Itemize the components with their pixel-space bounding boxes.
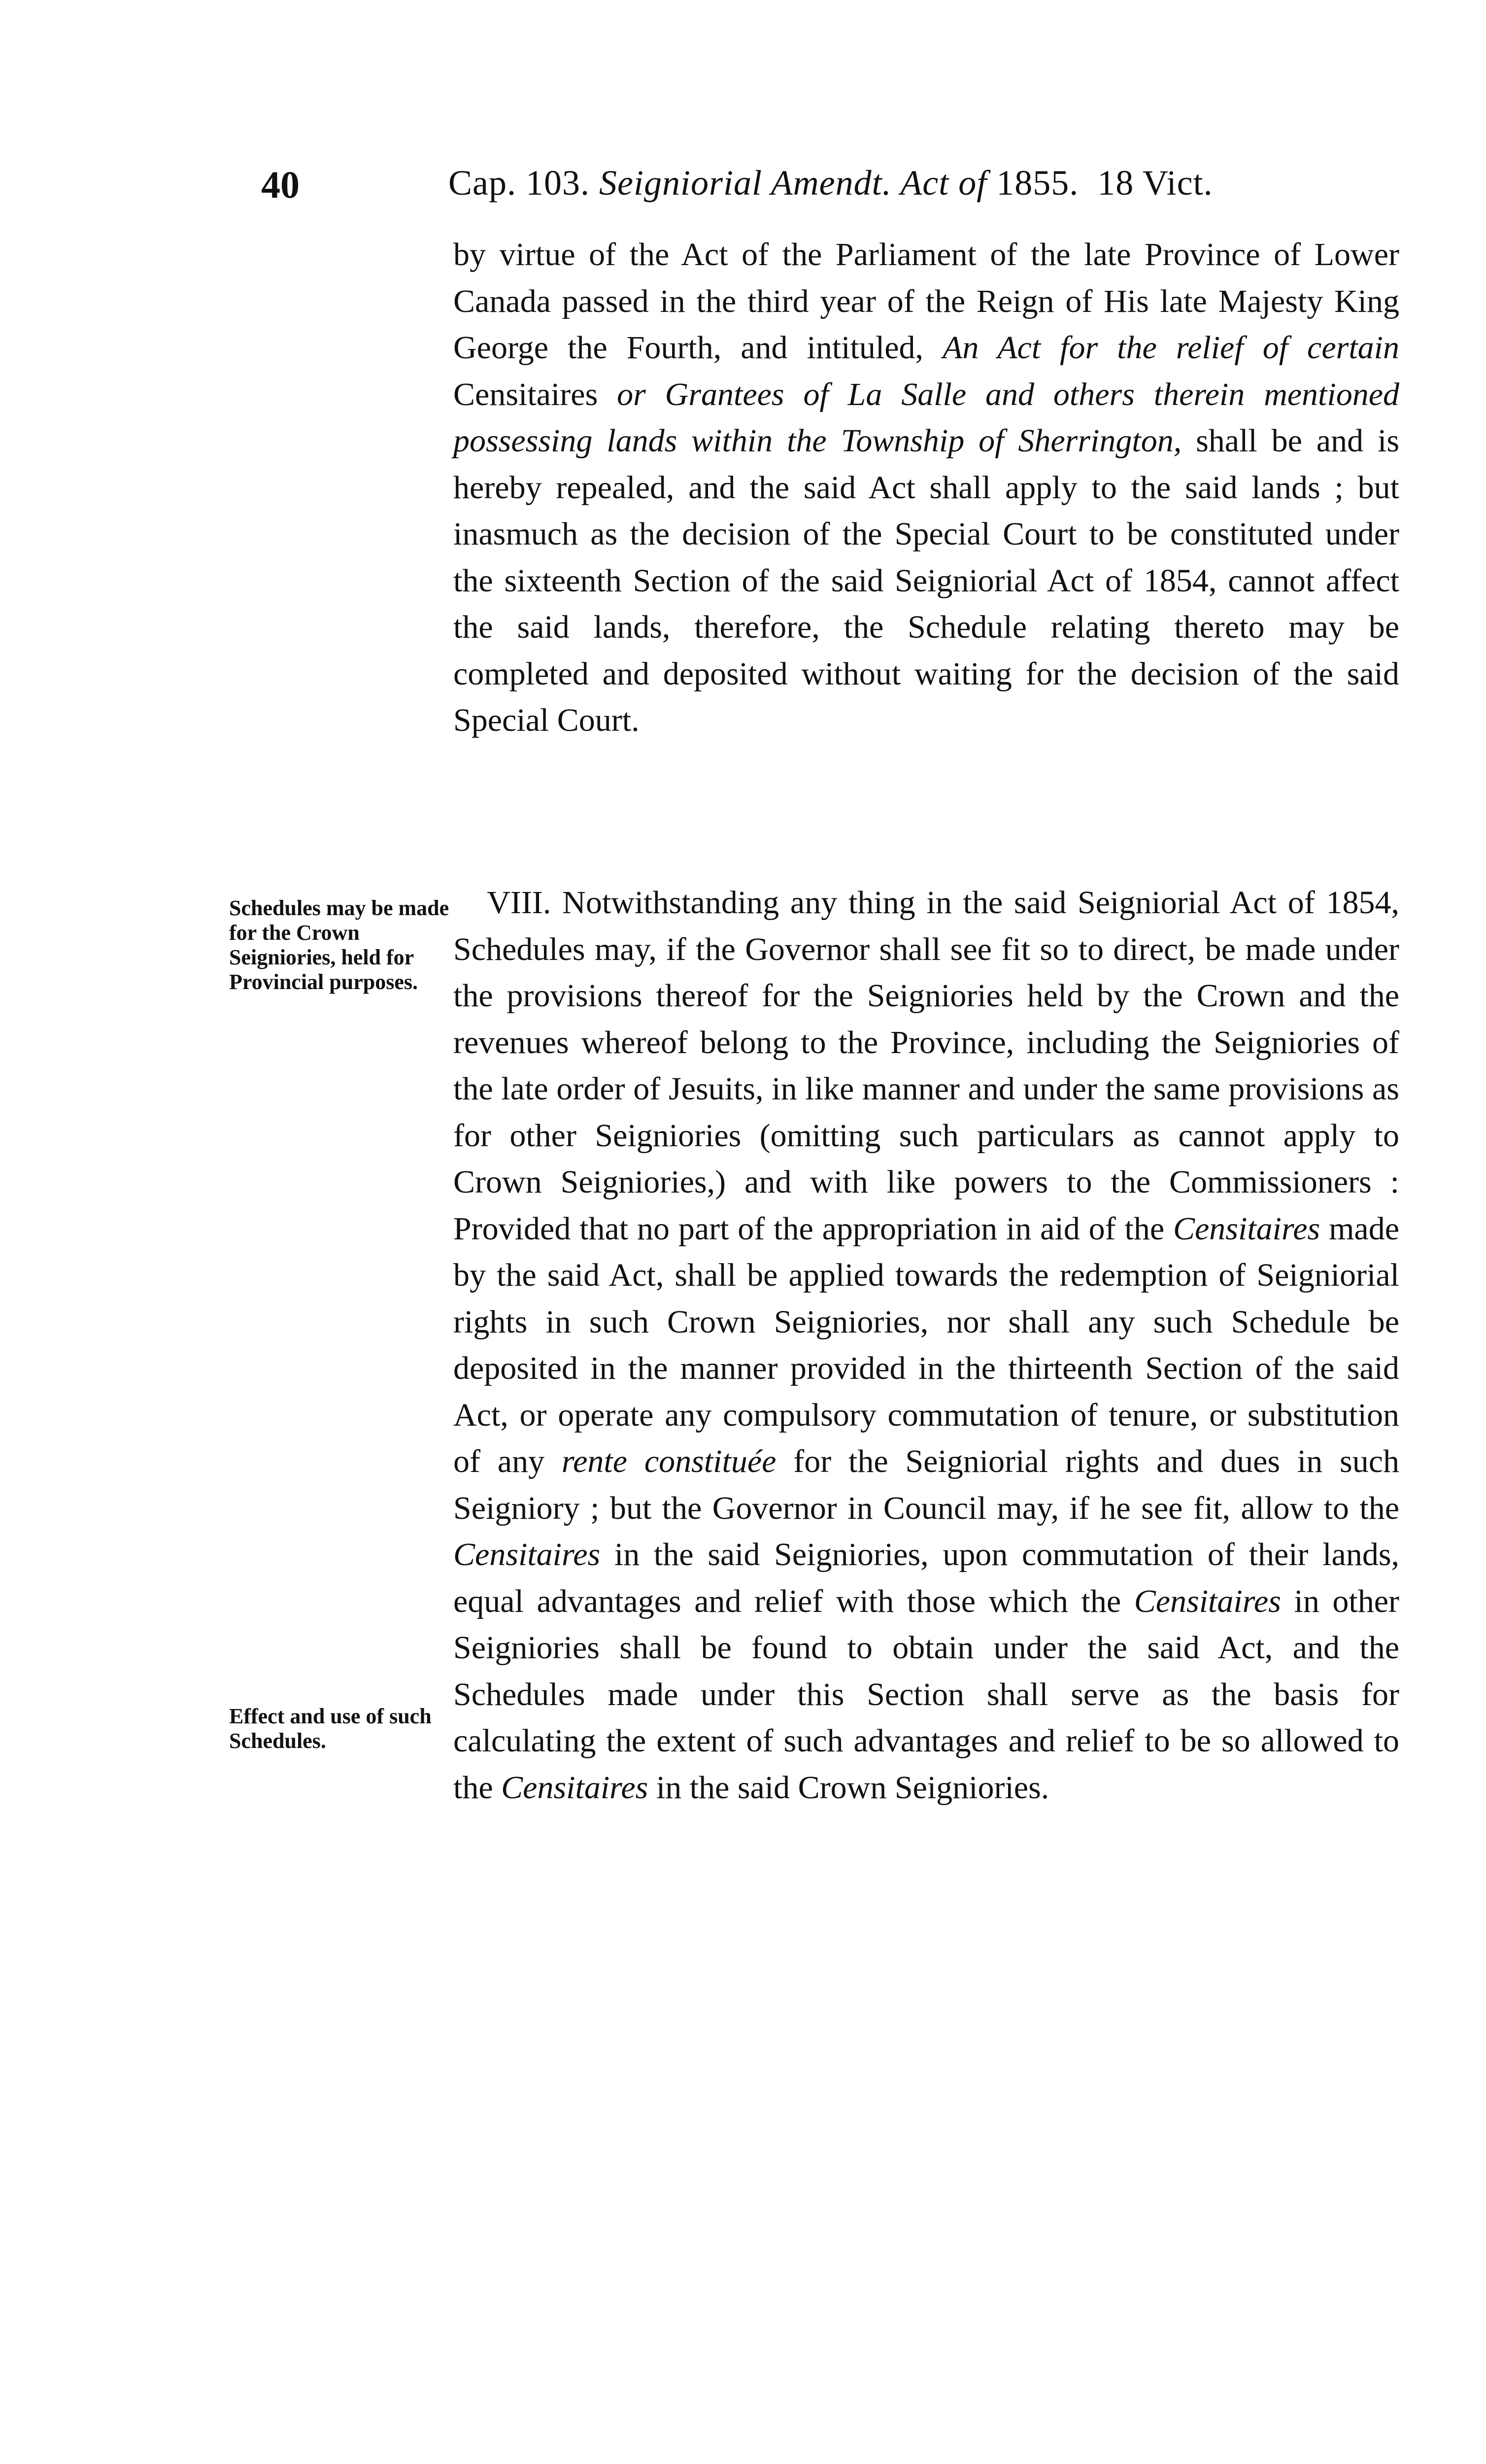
paragraph-text: made by the said Act, shall be applied towards the redemption of Seigniorial rights in such Crown Seigniories, nor shall any such Schedule be deposited in the manner provided in the thirteenth Section of the said Act, or operate any compulsory commutation of tenure, or substitution of any	[453, 1210, 1399, 1479]
italic-term: rente constituée	[561, 1443, 777, 1479]
italic-act-title: An Act for the relief of certain	[943, 330, 1400, 366]
paragraph-text: Notwithstanding any thing in the said Seigniorial Act of 1854, Schedules may, if the Governor shall see fit so to direct, be made under the provisions thereof for the Seigniories held by the Crown and the revenues whereof belong to the Province, including the Seigniories of the late order of Jesuits, in like manner and under the same provisions as for other Seigniories (omitting such particulars as cannot apply to Crown Seigniories,) and with like powers to the Commissioners : Provided that no part of the appropriation in aid of the	[453, 885, 1400, 1247]
paragraph-text: in the said Crown Seigniories.	[648, 1769, 1049, 1806]
paragraph-text: in the said Seigniories, upon commutation of their lands, equal advantages and relief with those which the	[453, 1537, 1399, 1619]
paragraph-text: by virtue of the Act of the Parliament of the late Province of Lower Canada passed in the third year of the Reign of His late Majesty King George the Fourth, and intituled,	[453, 237, 1399, 366]
italic-term: Censitaires	[501, 1769, 648, 1806]
running-head	[448, 163, 1213, 204]
section-number: VIII.	[487, 885, 551, 921]
regnal-year: 18 Vict.	[1097, 163, 1213, 203]
margin-note-effect: Effect and use of such Schedules.	[229, 1704, 432, 1753]
page-header	[261, 163, 1409, 217]
paragraph-text: shall be and is hereby repealed, and the said Act shall apply to the said lands ; but inasmuch as the decision of the Special Court to be constituted under the sixteenth Section of the said Seigniorial Act of 1854, cannot affect the said lands, therefore, the Schedule relating thereto may be completed and deposited without waiting for the decision of the said Special Court.	[453, 423, 1400, 738]
act-title: Seigniorial Amendt. Act of	[599, 163, 987, 203]
cap-number: Cap. 103.	[448, 163, 590, 203]
paragraph-text: in other Seigniories shall be found to obtain under the said Act, and the Schedules made under this Section shall serve as the basis for calculating the extent of such advantages and relief to be so allowed to the	[453, 1583, 1399, 1806]
italic-term: Censitaires	[453, 1537, 601, 1573]
paragraph-text: for the Seigniorial rights and dues in such Seigniory ; but the Governor in Council may, if he see fit, allow to the	[453, 1443, 1399, 1526]
paragraph-text: Censitaires	[453, 376, 617, 412]
section-viii-paragraph	[453, 880, 1399, 1811]
italic-term: Censitaires	[1134, 1583, 1281, 1619]
act-year: 1855.	[996, 163, 1079, 203]
paragraph-continuation	[453, 232, 1399, 744]
page-number: 40	[261, 163, 300, 206]
italic-act-title: or Grantees of La Salle and others therein mentioned possessing lands within the Township of Sherrington,	[453, 376, 1400, 459]
margin-note-schedules: Schedules may be made for the Crown Seigniories, held for Provincial purposes.	[229, 896, 449, 994]
italic-term: Censitaires	[1173, 1210, 1320, 1247]
